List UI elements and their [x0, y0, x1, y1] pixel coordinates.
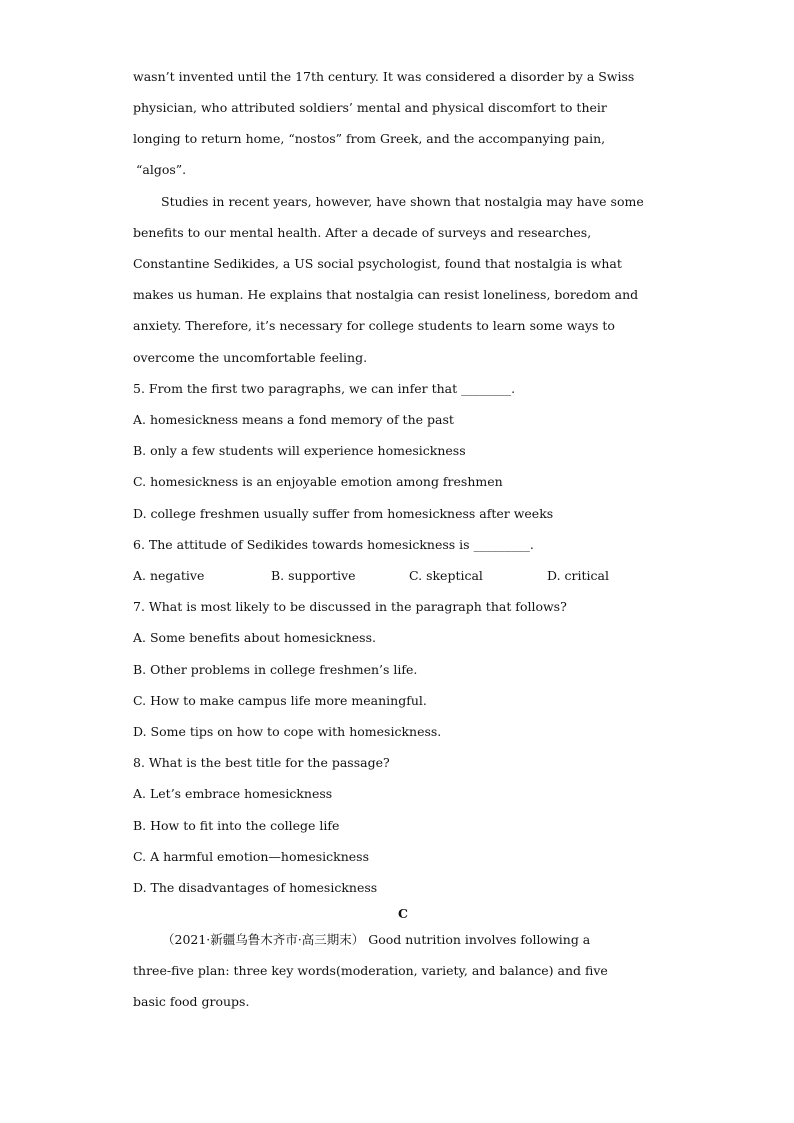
- passage-line: overcome the uncomfortable feeling.: [133, 350, 368, 365]
- question-7-stem: 7. What is most likely to be discussed in the paragraph that follows?: [133, 599, 567, 614]
- question-6-stem: 6. The attitude of Sedikides towards homesickness is _________.: [133, 537, 534, 552]
- section-c-heading: C: [398, 906, 408, 921]
- question-8-option-d: D. The disadvantages of homesickness: [133, 880, 378, 895]
- question-7-option-c: C. How to make campus life more meaningful.: [133, 693, 427, 708]
- section-c-line: basic food groups.: [133, 994, 250, 1009]
- passage-line: anxiety. Therefore, it’s necessary for college students to learn some ways to: [133, 318, 615, 333]
- passage-line: makes us human. He explains that nostalgia can resist loneliness, boredom and: [133, 287, 639, 302]
- question-6-options: [133, 568, 663, 584]
- question-6-option-c: C. skeptical: [409, 568, 483, 583]
- question-8-option-a: A. Let’s embrace homesickness: [133, 786, 333, 801]
- question-8-option-b: B. How to fit into the college life: [133, 818, 340, 833]
- passage-line: physician, who attributed soldiers’ mental and physical discomfort to their: [133, 100, 607, 115]
- passage-line: wasn’t invented until the 17th century. It was considered a disorder by a Swiss: [133, 69, 635, 84]
- question-6-option-a: A. negative: [133, 568, 205, 583]
- question-8-option-c: C. A harmful emotion—homesickness: [133, 849, 370, 864]
- question-6-option-b: B. supportive: [271, 568, 356, 583]
- passage-paragraph-start: Studies in recent years, however, have shown that nostalgia may have some: [161, 194, 644, 209]
- question-7-option-d: D. Some tips on how to cope with homesickness.: [133, 724, 442, 739]
- passage-line: benefits to our mental health. After a decade of surveys and researches,: [133, 225, 592, 240]
- question-8-stem: 8. What is the best title for the passage?: [133, 755, 390, 770]
- passage-line: “algos”.: [136, 162, 187, 177]
- section-c-line: three-five plan: three key words(moderation, variety, and balance) and five: [133, 963, 608, 978]
- question-6-option-d: D. critical: [547, 568, 609, 583]
- question-5-option-c: C. homesickness is an enjoyable emotion among freshmen: [133, 474, 503, 489]
- passage-line: Constantine Sedikides, a US social psychologist, found that nostalgia is what: [133, 256, 622, 271]
- question-5-option-d: D. college freshmen usually suffer from homesickness after weeks: [133, 506, 554, 521]
- question-5-option-a: A. homesickness means a fond memory of the past: [133, 412, 454, 427]
- question-5-option-b: B. only a few students will experience homesickness: [133, 443, 466, 458]
- question-7-option-b: B. Other problems in college freshmen’s life.: [133, 662, 418, 677]
- section-c-intro-line: （2021·新疆乌鲁木齐市·高三期末） Good nutrition involves following a: [162, 932, 591, 947]
- question-5-stem: 5. From the first two paragraphs, we can infer that ________.: [133, 381, 516, 396]
- passage-line: longing to return home, “nostos” from Greek, and the accompanying pain,: [133, 131, 606, 146]
- question-7-option-a: A. Some benefits about homesickness.: [133, 630, 376, 645]
